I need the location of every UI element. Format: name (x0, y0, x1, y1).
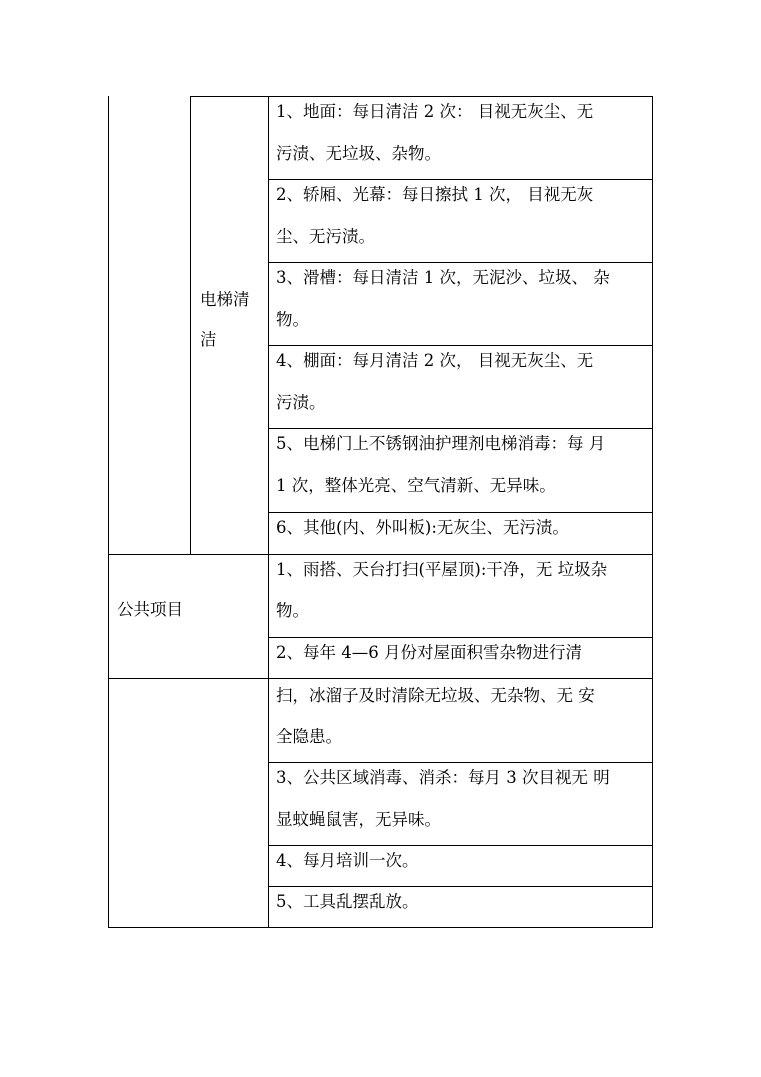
item-text-line: 1、雨搭、天台打扫(平屋顶):干净，无 垃圾杂 (276, 560, 608, 579)
category-text-line: 电梯清 (200, 290, 250, 309)
section-divider (108, 678, 653, 679)
item-text-line: 显蚊蝇鼠害，无异味。 (276, 810, 441, 829)
item-text-line: 3、滑槽：每日清洁 1 次，无泥沙、垃圾、 杂 (276, 268, 610, 287)
item-text-line: 污渍、无垃圾、杂物。 (276, 144, 441, 163)
row-border-bottom (108, 927, 653, 928)
item-text-line: 1 次，整体光亮、空气清新、无异味。 (276, 476, 556, 495)
row-divider (268, 886, 653, 887)
item-text-line: 5、工具乱摆乱放。 (276, 892, 419, 911)
item-text-line: 5、电梯门上不锈钢油护理剂电梯消毒：每 月 (276, 434, 606, 453)
item-text-line: 1、地面：每日清洁 2 次： 目视无灰尘、无 (276, 102, 594, 121)
row-divider (268, 845, 653, 846)
row-divider (268, 179, 653, 180)
row-divider (268, 262, 653, 263)
row-border-top (190, 96, 653, 97)
public-category-label: 公共项目 (117, 600, 183, 619)
item-text-line: 污渍。 (276, 393, 326, 412)
item-text-line: 3、公共区域消毒、消杀：每月 3 次目视无 明 (276, 768, 610, 787)
item-text-line: 扫，冰溜子及时清除无垃圾、无杂物、无 安 (276, 686, 595, 705)
row-divider (268, 428, 653, 429)
item-text-line: 4、棚面：每月清洁 2 次， 目视无灰尘、无 (276, 351, 594, 370)
row-divider (268, 762, 653, 763)
category-text-line: 洁 (200, 330, 217, 349)
item-text-line: 6、其他(内、外叫板):无灰尘、无污渍。 (276, 518, 569, 537)
item-text-line: 2、每年 4—6 月份对屋面积雪杂物进行清 (276, 643, 582, 662)
row-divider (268, 637, 653, 638)
table-border-left (108, 96, 109, 928)
item-text-line: 全隐患。 (276, 727, 342, 746)
item-text-line: 物。 (276, 601, 309, 620)
row-divider (268, 345, 653, 346)
row-divider (268, 512, 653, 513)
section-divider (108, 554, 653, 555)
item-text-line: 物。 (276, 310, 309, 329)
column-divider-category (190, 96, 191, 554)
item-text-line: 2、轿厢、光幕：每日擦拭 1 次， 目视无灰 (276, 185, 594, 204)
item-text-line: 尘、无污渍。 (276, 227, 375, 246)
item-text-line: 4、每月培训一次。 (276, 851, 419, 870)
